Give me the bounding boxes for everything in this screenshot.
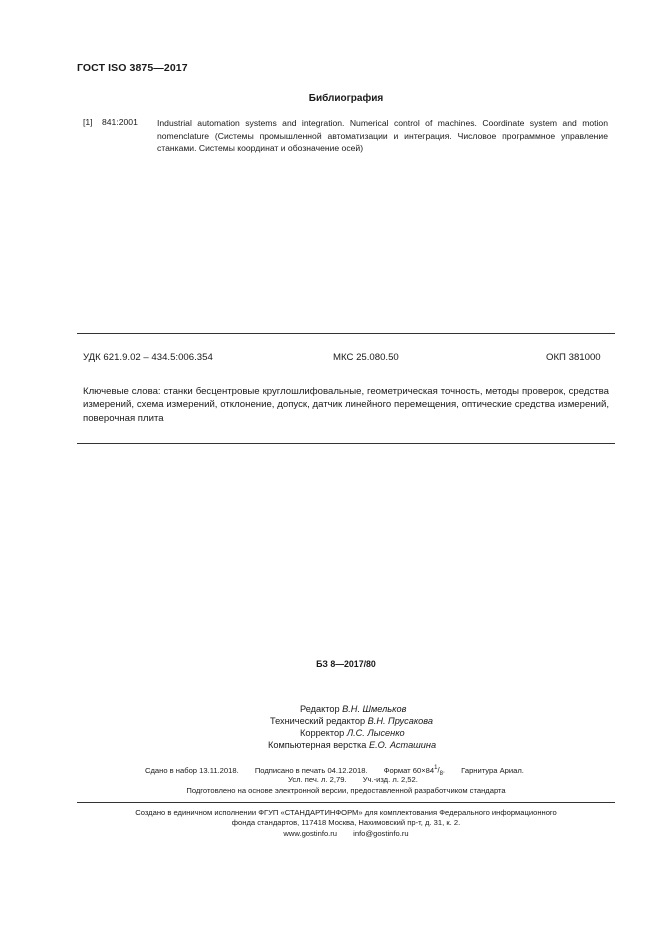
udk-code: УДК 621.9.02 – 434.5:006.354 xyxy=(83,352,213,363)
publisher-contacts xyxy=(0,829,661,838)
website-link[interactable]: www.gostinfo.ru xyxy=(283,829,338,838)
bibliography-title: Библиография xyxy=(308,93,384,104)
reference-text: Industrial automation systems and integration. Numerical control of machines. Coordinate system and motion nomenclature (Системы промышленной автоматизации и интеграция. Числовое программное управление станками. Системы координат и обозначение осей) xyxy=(157,118,608,154)
set-date: Сдано в набор 13.11.2018. xyxy=(145,765,239,775)
print-sheets: Усл. печ. л. 2,79. xyxy=(288,775,347,784)
signed-date: Подписано в печать 04.12.2018. xyxy=(254,765,368,775)
publisher-line-2: фонда стандартов, 117418 Москва, Нахимовский пр-т, д. 31, к. 2. xyxy=(231,818,461,827)
email-link[interactable]: info@gostinfo.ru xyxy=(353,829,409,838)
keywords: Ключевые слова: станки бесцентровые круглошлифовальные, геометрическая точность, методы проверок, средства измерений, схема измерений, отклонение, допуск, датчик линейного перемещения, оптические средства измерений, поверочная плита xyxy=(83,386,609,424)
divider-middle xyxy=(77,443,615,444)
reference-number: [1] xyxy=(83,117,93,127)
publisher-line-1: Создано в единичном исполнении ФГУП «СТАНДАРТИНФОРМ» для комплектования Федерального информационного xyxy=(135,808,557,817)
reference-standard: 841:2001 xyxy=(102,117,138,127)
staff-role: Корректор xyxy=(300,728,345,738)
publication-sheets: Уч.-изд. л. 2,52. xyxy=(362,775,418,784)
font-info: Гарнитура Ариал. xyxy=(461,765,524,775)
okp-code: ОКП 381000 xyxy=(546,352,601,363)
staff-role: Технический редактор xyxy=(270,716,366,726)
prepared-note: Подготовлено на основе электронной версии, предоставленной разработчиком стандарта xyxy=(186,786,506,795)
staff-name: Е.О. Асташина xyxy=(368,740,437,750)
mks-code: МКС 25.080.50 xyxy=(333,352,399,363)
staff-role: Редактор xyxy=(300,704,340,714)
staff-corrector xyxy=(300,728,405,738)
staff-layout xyxy=(268,740,436,750)
staff-name: В.Н. Прусакова xyxy=(367,716,433,726)
document-code: ГОСТ ISO 3875—2017 xyxy=(77,62,188,74)
staff-tech-editor xyxy=(270,716,433,726)
staff-name: В.Н. Шмельков xyxy=(342,704,407,714)
staff-editor xyxy=(300,704,406,714)
divider-bottom xyxy=(77,802,615,803)
divider-top xyxy=(77,333,615,334)
staff-name: Л.С. Лысенко xyxy=(346,728,405,738)
format: Формат $60\times 84^1/_8$. xyxy=(383,765,446,778)
sheets-line xyxy=(288,775,418,784)
staff-role: Компьютерная верстка xyxy=(268,740,367,750)
bz-number: БЗ 8—2017/80 xyxy=(316,659,376,669)
